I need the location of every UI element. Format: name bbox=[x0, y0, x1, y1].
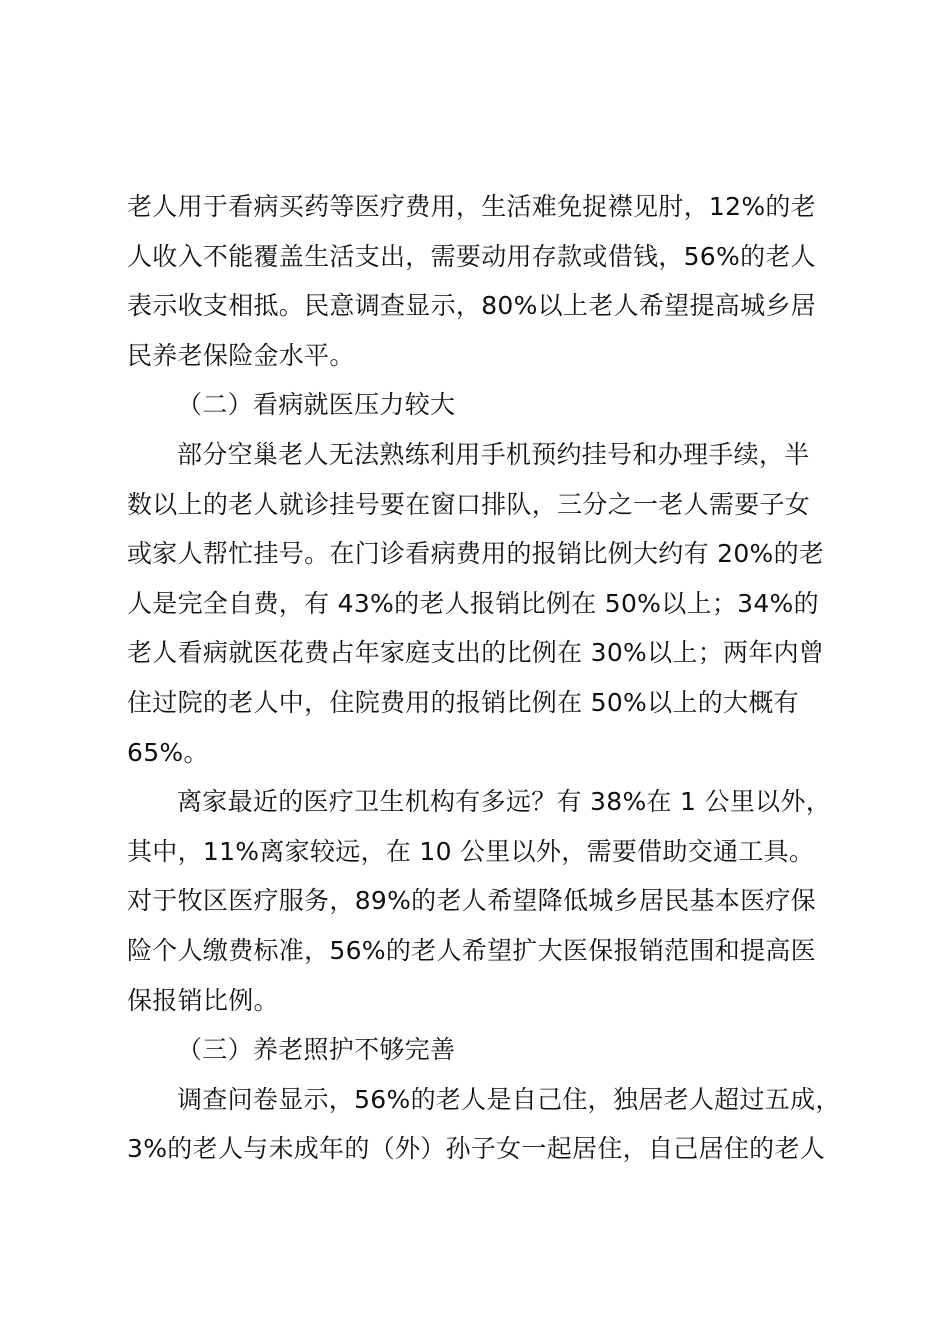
text-line: 民养老保险金水平。 bbox=[127, 340, 355, 370]
text-line: 部分空巢老人无法熟练利用手机预约挂号和办理手续，半 bbox=[177, 439, 810, 469]
text-line: 险个人缴费标准，56%的老人希望扩大医保报销范围和提高医 bbox=[127, 935, 816, 965]
text-line: 或家人帮忙挂号。在门诊看病费用的报销比例大约有 20%的老 bbox=[127, 539, 825, 569]
section-heading: （二）看病就医压力较大 bbox=[177, 390, 456, 420]
text-line: 数以上的老人就诊挂号要在窗口排队，三分之一老人需要子女 bbox=[127, 489, 811, 519]
text-line: 人收入不能覆盖生活支出，需要动用存款或借钱，56%的老人 bbox=[127, 241, 816, 271]
text-line: 住过院的老人中，住院费用的报销比例在 50%以上的大概有 bbox=[127, 687, 799, 717]
text-line: 65%。 bbox=[127, 737, 209, 767]
text-line: 3%的老人与未成年的（外）孙子女一起居住，自己居住的老人 bbox=[127, 1134, 826, 1164]
text-line: 人是完全自费，有 43%的老人报销比例在 50%以上；34%的 bbox=[127, 588, 819, 618]
text-line: 表示收支相抵。民意调查显示，80%以上老人希望提高城乡居 bbox=[127, 291, 816, 321]
text-line: 离家最近的医疗卫生机构有多远？有 38%在 1 公里以外， bbox=[177, 787, 832, 817]
text-line: 对于牧区医疗服务，89%的老人希望降低城乡居民基本医疗保 bbox=[127, 886, 816, 916]
text-line: 老人用于看病买药等医疗费用，生活难免捉襟见肘，12%的老 bbox=[127, 192, 816, 221]
text-line: 保报销比例。 bbox=[127, 985, 279, 1015]
document-body bbox=[127, 182, 841, 1174]
section-heading: （三）养老照护不够完善 bbox=[177, 1035, 456, 1065]
text-line: 老人看病就医花费占年家庭支出的比例在 30%以上；两年内曾 bbox=[127, 638, 825, 668]
text-line: 其中，11%离家较远，在 10 公里以外，需要借助交通工具。 bbox=[127, 836, 815, 866]
text-line: 调查问卷显示，56%的老人是自己住，独居老人超过五成， bbox=[177, 1084, 841, 1114]
